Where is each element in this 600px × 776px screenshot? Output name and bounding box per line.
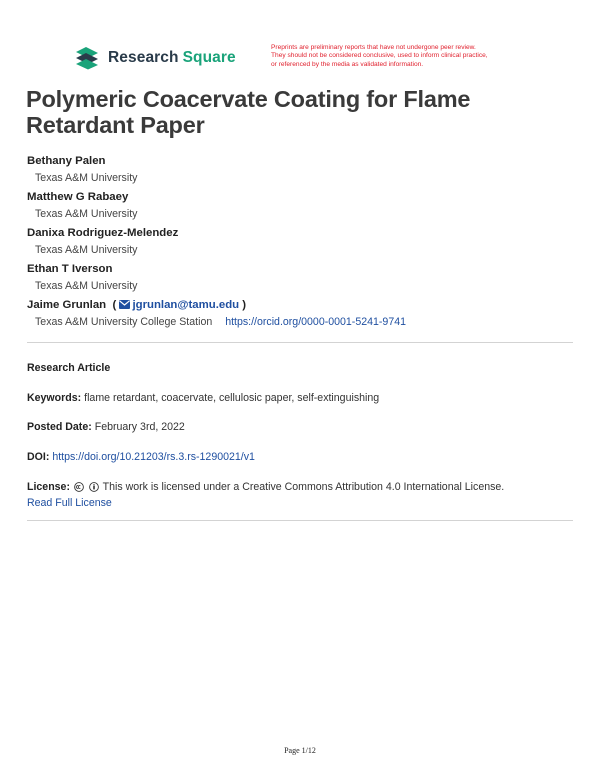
author-name: Matthew G Rabaey [27, 191, 129, 203]
author-item [27, 296, 577, 332]
logo-word-square: Square [182, 49, 236, 66]
disclaimer-line: Preprints are preliminary reports that have not undergone peer review. [271, 44, 476, 51]
doi-row [27, 449, 577, 465]
preprint-disclaimer [271, 44, 561, 69]
logo-mark-icon [74, 46, 100, 70]
author-name: Danixa Rodriguez-Melendez [27, 227, 179, 239]
keywords-value: flame retardant, coacervate, cellulosic paper, self-extinguishing [84, 392, 380, 404]
author-affiliation-row [27, 314, 577, 332]
email-paren-open: ( [109, 299, 117, 311]
orcid-link[interactable]: https://orcid.org/0000-0001-5241-9741 [225, 316, 406, 328]
disclaimer-line: They should not be considered conclusive, used to inform clinical practice, [271, 52, 488, 60]
author-name: Bethany Palen [27, 155, 106, 167]
header [74, 44, 564, 78]
license-label: License: [27, 481, 70, 493]
author-name: Ethan T Iverson [27, 263, 113, 275]
posted-date-row [27, 419, 577, 435]
divider [27, 342, 573, 343]
author-list [27, 152, 577, 332]
doi-link[interactable]: https://doi.org/10.21203/rs.3.rs-1290021/v1 [52, 451, 255, 463]
cc-icon[interactable] [74, 482, 84, 492]
author-affiliation: Texas A&M University College Station [35, 316, 213, 328]
page-number: Page 1/12 [284, 746, 316, 755]
email-paren-close: ) [239, 299, 247, 311]
disclaimer-line: or referenced by the media as validated information. [271, 60, 424, 68]
doi-label: DOI: [27, 451, 50, 463]
paper-title: Polymeric Coacervate Coating for Flame Retardant Paper [26, 86, 471, 138]
author-item [27, 224, 577, 260]
author-affiliation: Texas A&M University [35, 244, 138, 256]
posted-date-label: Posted Date: [27, 421, 92, 433]
posted-date-value: February 3rd, 2022 [94, 421, 185, 433]
author-affiliation: Texas A&M University [35, 208, 138, 220]
author-item [27, 188, 577, 224]
by-icon[interactable] [89, 482, 99, 492]
keywords-label: Keywords: [27, 392, 82, 404]
logo-word-research: Research [108, 49, 179, 66]
author-affiliation: Texas A&M University [35, 172, 138, 184]
article-type: Research Article [27, 362, 111, 374]
author-item [27, 152, 577, 188]
envelope-icon [119, 300, 130, 309]
read-full-license-link[interactable]: Read Full License [27, 497, 112, 509]
author-item [27, 260, 577, 296]
license-text: This work is licensed under a Creative Commons Attribution 4.0 International License. [102, 481, 505, 493]
author-email-link[interactable]: jgrunlan@tamu.edu [132, 299, 240, 311]
license-row [27, 479, 577, 511]
author-affiliation: Texas A&M University [35, 280, 138, 292]
divider [27, 520, 573, 521]
author-name: Jaime Grunlan [27, 299, 107, 311]
corresponding-author [27, 296, 577, 314]
keywords-row [27, 390, 577, 406]
research-square-logo[interactable] [74, 46, 236, 70]
